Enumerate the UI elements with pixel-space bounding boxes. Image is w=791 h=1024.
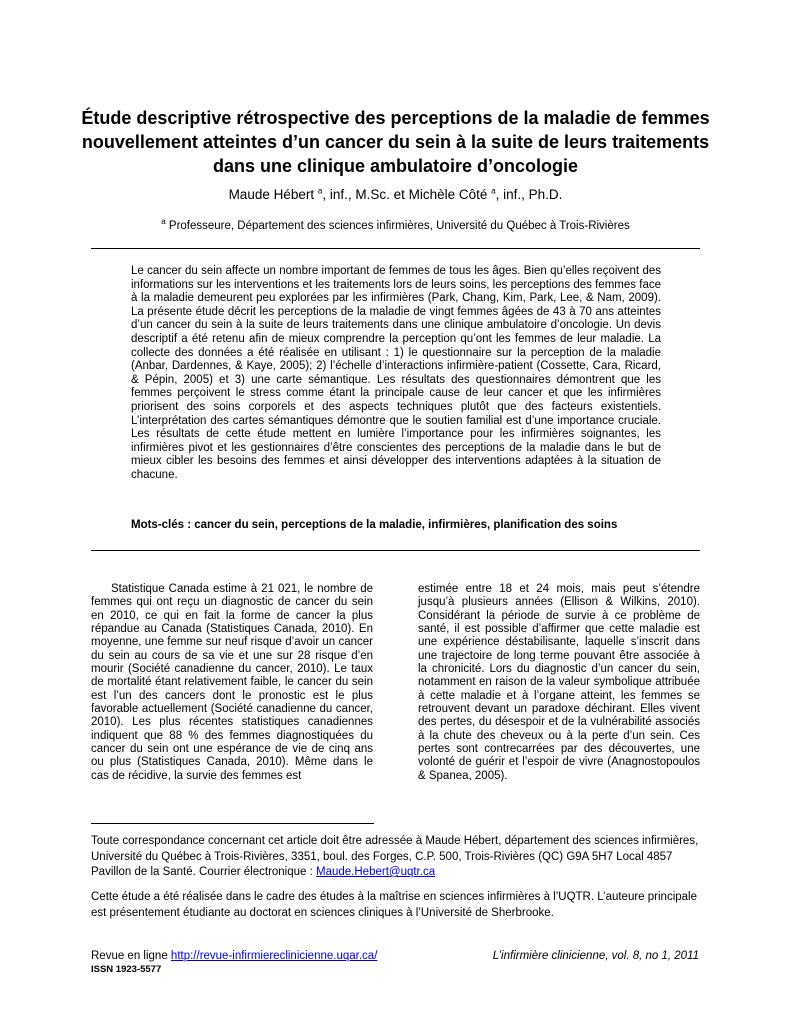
issn: ISSN 1923-5577 — [91, 964, 162, 975]
affiliation-text: Professeure, Département des sciences infirmières, Université du Québec à Trois-Rivières — [165, 220, 630, 232]
body-column-right: estimée entre 18 et 24 mois, mais peut s’étendre jusqu’à plusieurs années (Ellison & Wilkins, 2010). Considérant la période de survie à ce problème de santé, il est possible d’affirmer que cette maladie est une expérience déstabilisante, laquelle s’inscrit dans une trajectoire de long terme pouvant être associée à la chronicité. Lors du diagnostic d’un cancer du sein, notamment en raison de la valeur symbolique attribuée à cette maladie et à l’organe atteint, les femmes se retrouvent devant un paradoxe déchirant. Elles vivent des pertes, du désespoir et de la vulnérabilité associés à la chute des cheveux ou à la perte d’un sein. Ces pertes sont contrecarrées par des découvertes, une volonté de guérir et l’espoir de vivre (Anagnostopoulos & Spanea, 2005). — [418, 583, 700, 782]
abstract-text: Le cancer du sein affecte un nombre important de femmes de tous les âges. Bien qu’elles reçoivent des informations sur les interventions et les traitements lors de leurs soins, les perceptions des femmes face à la maladie demeurent peu explorées par les infirmières (Park, Chang, Kim, Park, Lee, & Nam, 2009). La présente étude décrit les perceptions de la maladie de vingt femmes âgées de 43 à 70 ans atteintes d’un cancer du sein à la suite de leurs traitements dans une clinique ambulatoire d’oncologie. Un devis descriptif a été retenu afin de mieux comprendre la perception qu’ont les femmes de leur maladie. La collecte des données a été réalisée en utilisant : 1) le questionnaire sur la perception de la maladie (Anbar, Dardennes, & Kaye, 2005); 2) l’échelle d’interactions infirmière-patient (Cossette, Cara, Ricard, & Pépin, 2005) et 3) une carte sémantique. Les résultats des questionnaires démontrent que les femmes perçoivent le stress comme étant la principale cause de leur cancer et que les infirmières priorisent des soins corporels et des aspects techniques plutôt que des facteurs existentiels. L’interprétation des cartes sémantiques démontre que le soutien familial est d’une importance cruciale. Les résultats de cette étude mettent en lumière l’importance pour les infirmières soignantes, les infirmières pivot et les gestionnaires d’être conscientes des perceptions de la maladie dans le but de mieux cibler les besoins des femmes et ainsi développer des interventions adaptées à la situation de chacune. — [131, 265, 661, 481]
footnote-rule — [91, 823, 374, 824]
keywords: Mots-clés : cancer du sein, perceptions de la maladie, infirmières, planification des soins — [131, 519, 618, 531]
affiliation-line — [70, 218, 721, 234]
footer-revue — [91, 949, 377, 963]
author-line — [70, 186, 721, 204]
author-1-degrees: , inf., M.Sc. et — [322, 187, 409, 202]
correspondence-note — [91, 834, 703, 881]
correspondence-text: Toute correspondance concernant cet article doit être adressée à Maude Hébert, département des sciences infirmières, Université du Québec à Trois-Rivières, 3351, boul. des Forges, C.P. 500, Trois-Rivières (QC) G9A 5H7 Local 4857 Pavillon de la Santé. Courrier électronique : — [91, 835, 699, 878]
author-2-affiliation-mark: a — [491, 186, 496, 196]
journal-url-link[interactable]: http://revue-infirmiereclinicienne.uqar.ca/ — [170, 950, 378, 962]
revue-label: Revue en ligne — [91, 950, 171, 962]
funding-note: Cette étude a été réalisée dans le cadre des études à la maîtrise en sciences infirmières à l’UQTR. L’auteure principale est présentement étudiante au doctorat en sciences cliniques à l’Université de Sherbrooke. — [91, 891, 697, 919]
author-1-affiliation-mark: a — [317, 186, 323, 196]
abstract-top-rule — [91, 248, 700, 249]
author-2-name: Michèle Côté — [408, 187, 488, 202]
author-1-name: Maude Hébert — [228, 187, 315, 202]
article-title: Étude descriptive rétrospective des perceptions de la maladie de femmes nouvellement atteintes d’un cancer du sein à la suite de leurs traitements dans une clinique ambulatoire d’oncologie — [81, 108, 710, 176]
abstract-bottom-rule — [91, 550, 700, 551]
affiliation-mark: a — [161, 217, 166, 227]
body-column-left: Statistique Canada estime à 21 021, le nombre de femmes qui ont reçu un diagnostic de cancer du sein en 2010, ce qui en fait la forme de cancer la plus répandue au Canada (Statistiques Canada, 2010). En moyenne, une femme sur neuf risque d’avoir un cancer du sein au cours de sa vie et une sur 28 risque d’en mourir (Société canadienne du cancer, 2010). Le taux de mortalité étant relativement faible, le cancer du sein est l’un des cancers dont le pronostic est le plus favorable actuellement (Société canadienne du cancer, 2010). Les plus récentes statistiques canadiennes indiquent que 88 % des femmes diagnostiquées du cancer du sein ont une espérance de vie de cinq ans ou plus (Statistiques Canada, 2010). Même dans le cas de récidive, la survie des femmes est — [91, 583, 373, 782]
email-link[interactable]: Maude.Hebert@uqtr.ca — [316, 866, 436, 878]
journal-citation: L’infirmière clinicienne, vol. 8, no 1, 2011 — [492, 950, 699, 962]
author-2-degrees: , inf., Ph.D. — [495, 187, 563, 202]
